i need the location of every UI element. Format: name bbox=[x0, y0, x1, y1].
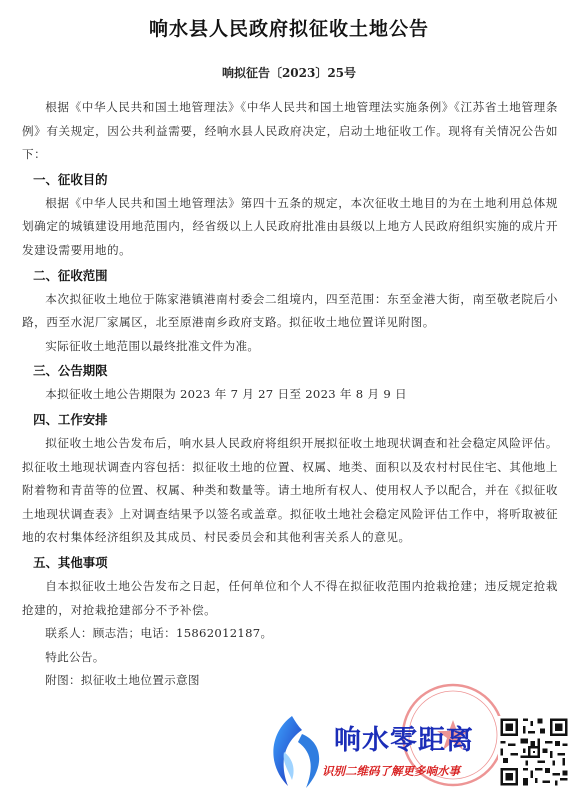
section-arrangement-paragraph: 拟征收土地公告发布后，响水县人民政府将组织开展拟征收土地现状调查和社会稳定风险评估。拟征收土地现状调查内容包括：拟征收土地的位置、权属、地类、面积以及农村村民住宅、其他地上附着物和青苗等的位置、权属、种类和数量等。请土地所有权人、使用权人予以配合，并在《拟征收土地现状调查表》上对调查结果予以签名或盖章。拟征收土地社会稳定风险评估工作中，将听取被征地的农村集体经济组织及其成员、村民委员会和其他利害关系人的意见。 bbox=[22, 435, 558, 545]
section-heading-purpose: 一、征收目的 bbox=[33, 171, 108, 187]
section-scope-paragraph: 本次拟征收土地位于陈家港镇港南村委会二组境内，四至范围：东至金港大街，南至敬老院后小路，西至水泥厂家属区，北至原港南乡政府支路。拟征收土地位置详见附图。 bbox=[22, 291, 558, 330]
intro-paragraph: 根据《中华人民共和国土地管理法》《中华人民共和国土地管理法实施条例》《江苏省土地管理条例》有关规定，因公共利益需要，经响水县人民政府决定，启动土地征收工作。现将有关情况公告如下： bbox=[22, 100, 558, 162]
logo-icon bbox=[262, 712, 332, 792]
brand-tagline: 识别二维码了解更多响水事 bbox=[322, 764, 460, 778]
qr-code-icon[interactable] bbox=[498, 716, 570, 788]
section-purpose-paragraph: 根据《中华人民共和国土地管理法》第四十五条的规定，本次征收土地目的为在土地利用总体规划确定的城镇建设用地范围内，经省级以上人民政府批准由县级以上地方人民政府组织实施的成片开发建设需要用地的。 bbox=[22, 195, 558, 257]
attachment-line: 附图：拟征收土地位置示意图 bbox=[45, 673, 200, 688]
section-heading-arrangement: 四、工作安排 bbox=[33, 411, 108, 427]
section-scope-note: 实际征收土地范围以最终批准文件为准。 bbox=[45, 338, 260, 353]
contact-line: 联系人：顾志浩；电话：15862012187。 bbox=[45, 626, 273, 641]
section-heading-scope: 二、征收范围 bbox=[33, 267, 108, 283]
notice-body bbox=[22, 96, 558, 693]
closing-line: 特此公告。 bbox=[45, 649, 105, 664]
section-heading-period: 三、公告期限 bbox=[33, 363, 108, 379]
brand-name: 响水零距离 bbox=[334, 725, 474, 756]
document-number: 响拟征告〔2023〕25号 bbox=[221, 66, 357, 80]
page-title: 响水县人民政府拟征收土地公告 bbox=[148, 18, 429, 40]
section-period-paragraph: 本拟征收土地公告期限为 2023 年 7 月 27 日至 2023 年 8 月 9 日 bbox=[45, 387, 407, 402]
section-heading-other: 五、其他事项 bbox=[33, 554, 108, 570]
section-other-paragraph: 自本拟征收土地公告发布之日起，任何单位和个人不得在拟征收范围内抢栽抢建；违反规定抢栽抢建的，对抢栽抢建部分不予补偿。 bbox=[22, 578, 558, 617]
